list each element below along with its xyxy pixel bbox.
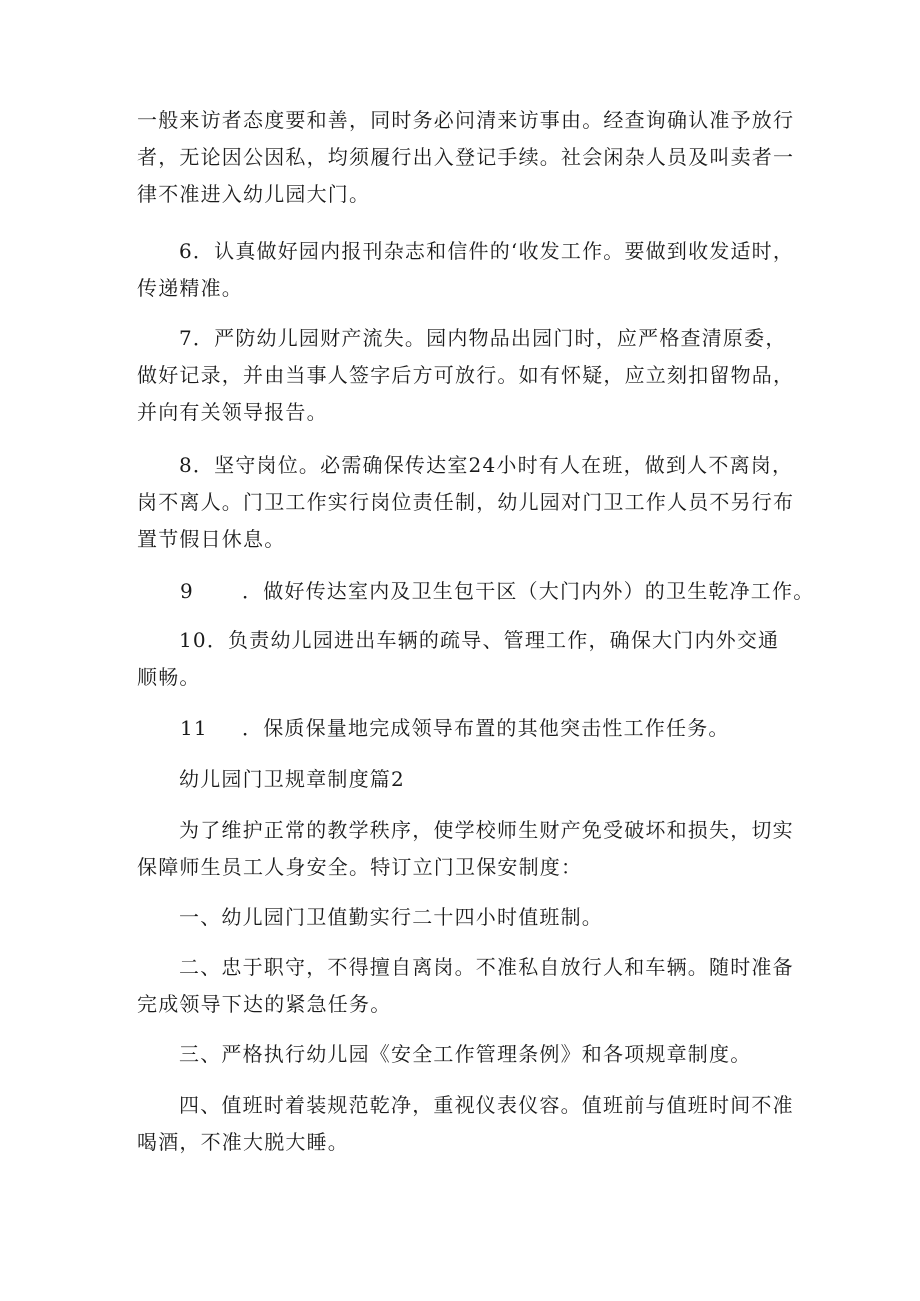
paragraph-purpose: 为了维护正常的教学秩序，使学校师生财产免受破坏和损失，切实保障师生员工人身安全。特订立门卫保安制度： xyxy=(137,818,794,879)
rule-4: 四、值班时着装规范乾净，重视仪表仪容。值班前与值班时间不准喝酒，不准大脱大睡。 xyxy=(137,1093,794,1154)
item-9-number: 9 xyxy=(180,579,194,603)
paragraph-item-10: 10．负责幼儿园进出车辆的疏导、管理工作，确保大门内外交通顺畅。 xyxy=(137,628,780,689)
paragraph-visitor-rules: 一般来访者态度要和善，同时务必问清来访事由。经查询确认准予放行者，无论因公因私，均须履行出入登记手续。社会闲杂人员及叫卖者一律不准进入幼儿园大门。 xyxy=(137,108,795,206)
paragraph-item-11 xyxy=(180,710,730,747)
item-9-text: ．做好传达室内及卫生包干区（大门内外）的卫生乾净工作。 xyxy=(242,579,815,603)
rule-2: 二、忠于职守，不得擅自离岗。不准私自放行人和车辆。随时准备完成领导下达的紧急任务。 xyxy=(137,955,794,1016)
rule-1: 一、幼儿园门卫值勤实行二十四小时值班制。 xyxy=(179,905,603,929)
paragraph-item-6: 6．认真做好园内报刊杂志和信件的‘收发工作。要做到收发适时，传递精准。 xyxy=(137,239,795,300)
section-title: 幼儿园门卫规章制度篇2 xyxy=(179,767,405,791)
rule-3: 三、严格执行幼儿园《安全工作管理条例》和各项规章制度。 xyxy=(179,1042,752,1066)
paragraph-item-9 xyxy=(180,573,814,610)
paragraph-item-8: 8．坚守岗位。必需确保传达室24小时有人在班，做到人不离岗，岗不离人。门卫工作实行岗位责任制，幼儿园对门卫工作人员不另行布置节假日休息。 xyxy=(137,453,795,551)
item-11-text: ．保质保量地完成领导布置的其他突击性工作任务。 xyxy=(242,716,730,740)
item-11-number: 11 xyxy=(180,716,208,740)
paragraph-item-7: 7．严防幼儿园财产流失。园内物品出园门时，应严格查清原委，做好记录，并由当事人签字后方可放行。如有怀疑，应立刻扣留物品，并向有关领导报告。 xyxy=(137,326,795,424)
